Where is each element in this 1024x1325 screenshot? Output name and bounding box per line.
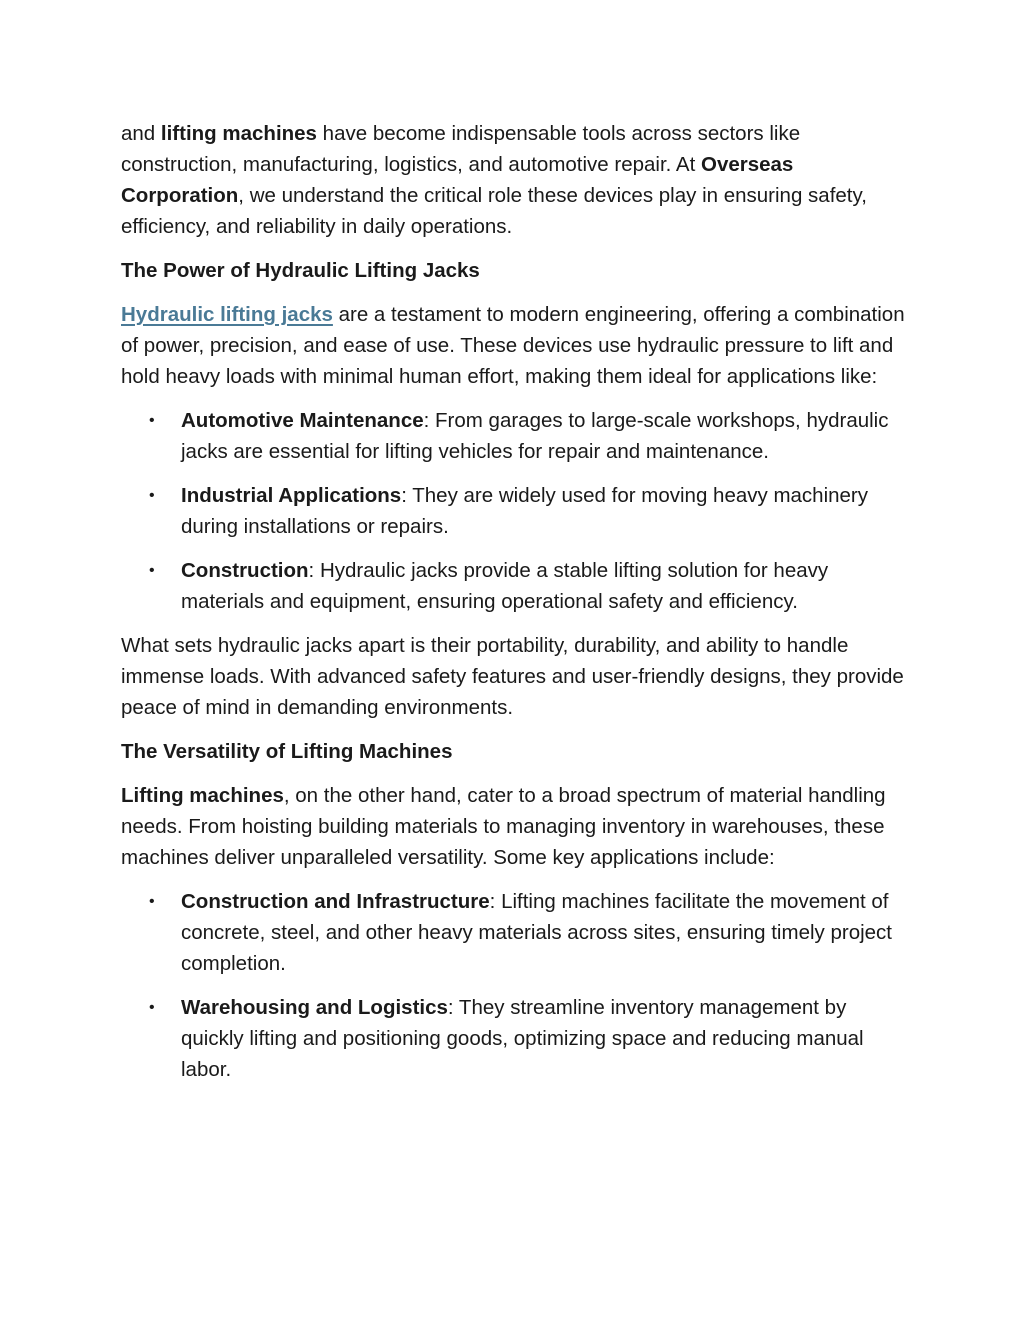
list-item-text: : They are widely used for moving heavy machinery during installations or repairs. [181,484,869,538]
bullet-icon: • [149,999,155,1016]
intro-text-2: have become indispensable tools across sectors like construction, manufacturing, logistics, and automotive repair. At [121,122,801,176]
list-item-title: Construction and Infrastructure [181,890,490,913]
list-item [121,405,911,467]
intro-text-3: , we understand the critical role these devices play in ensuring safety, efficiency, and reliability in daily operations. [121,184,867,238]
hydraulic-jacks-text: are a testament to modern engineering, offering a combination of power, precision, and ease of use. These devices use hydraulic pressure to lift and hold heavy loads with minimal human effort, making them ideal for applications like: [121,303,905,388]
intro-paragraph [121,118,911,242]
section-heading-hydraulic-jacks: The Power of Hydraulic Lifting Jacks [121,259,480,282]
list-item [121,480,911,542]
lifting-machines-text: , on the other hand, cater to a broad spectrum of material handling needs. From hoisting building materials to managing inventory in warehouses, these machines deliver unparalleled versatility. Some key applications include: [121,784,886,869]
list-item-title: Warehousing and Logistics [181,996,448,1019]
lifting-machines-bold: Lifting machines [121,784,284,807]
bullet-icon: • [149,893,155,910]
list-item-title: Automotive Maintenance [181,409,424,432]
bullet-icon: • [149,487,155,504]
hydraulic-lifting-jacks-link[interactable]: Hydraulic lifting jacks [121,303,333,326]
intro-bold-lifting-machines: lifting machines [160,122,317,145]
list-item-text: : Hydraulic jacks provide a stable lifting solution for heavy materials and equipment, ensuring operational safety and efficiency. [181,559,829,613]
hydraulic-applications-list [121,405,911,617]
list-item-title: Industrial Applications [181,484,402,507]
list-item-title: Construction [181,559,309,582]
intro-text-1: and [121,122,161,145]
list-item-text: : They streamline inventory management by quickly lifting and positioning goods, optimizing space and reducing manual labor. [181,996,864,1081]
bullet-icon: • [149,562,155,579]
intro-bold-overseas-corporation: Overseas Corporation [121,153,794,207]
lifting-machines-paragraph [121,780,911,873]
list-item-text: : Lifting machines facilitate the movement of concrete, steel, and other heavy materials across sites, ensuring timely project completion. [181,890,892,975]
hydraulic-jacks-paragraph [121,299,911,392]
lifting-machine-applications-list [121,886,911,1085]
hydraulic-jacks-closing-paragraph: What sets hydraulic jacks apart is their portability, durability, and ability to handle immense loads. With advanced safety features and user-friendly designs, they provide peace of mind in demanding environments. [121,634,904,719]
list-item [121,886,911,979]
document-page [121,118,911,1098]
list-item-text: : From garages to large-scale workshops, hydraulic jacks are essential for lifting vehicles for repair and maintenance. [181,409,889,463]
bullet-icon: • [149,412,155,429]
list-item [121,555,911,617]
section-heading-lifting-machines: The Versatility of Lifting Machines [121,740,453,763]
list-item [121,992,911,1085]
